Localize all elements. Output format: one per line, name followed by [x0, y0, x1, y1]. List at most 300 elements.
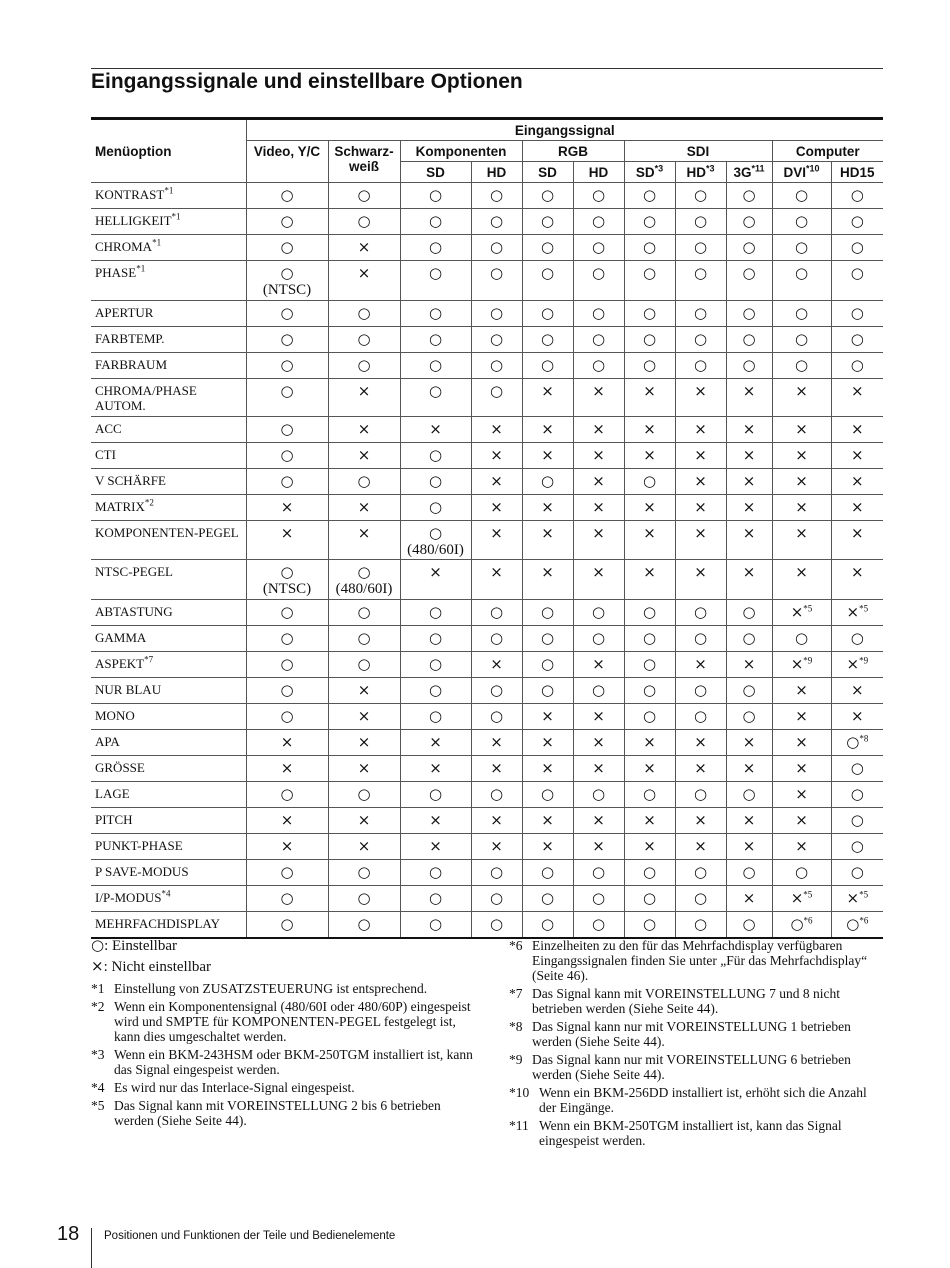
not-adjustable-cross-icon: × — [357, 681, 371, 699]
adjustable-circle-icon: ○ — [742, 304, 756, 322]
not-adjustable-cross-icon: × — [357, 811, 371, 829]
option-cell — [726, 235, 772, 261]
menu-option-label: PHASE$^{*1}$ — [91, 261, 246, 301]
option-cell — [831, 678, 883, 704]
option-cell — [246, 353, 328, 379]
adjustable-circle-icon: ○ — [794, 264, 809, 282]
option-cell — [400, 678, 471, 704]
adjustable-circle-icon: ○ — [540, 785, 555, 803]
option-cell — [726, 379, 772, 417]
option-cell — [573, 327, 624, 353]
not-adjustable-cross-icon: × — [694, 733, 707, 751]
adjustable-circle-icon: ○ — [540, 629, 555, 647]
option-cell — [246, 560, 328, 600]
not-adjustable-cross-icon: × — [795, 563, 808, 581]
adjustable-circle-icon: ○ — [280, 212, 294, 230]
not-adjustable-cross-icon: × — [795, 759, 808, 777]
option-cell — [246, 886, 328, 912]
not-adjustable-cross-icon: × — [490, 472, 503, 490]
adjustable-circle-icon: ○ — [428, 655, 443, 673]
option-cell — [573, 600, 624, 626]
legend-item: ×: Nicht einstellbar — [91, 957, 212, 975]
not-adjustable-cross-icon: × — [790, 603, 804, 621]
sub-header-cell: SD$^{*3}$ — [624, 162, 675, 183]
option-cell — [328, 209, 400, 235]
footnote: *2 Wenn ein Komponentensignal (480/60I oder 480/60P) eingespeist wird und SMPTE für KOMPONENTEN-PEGEL festgelegt ist, kann dies umgeschaltet werden. — [91, 999, 471, 1044]
option-cell — [726, 834, 772, 860]
option-cell — [831, 327, 883, 353]
option-cell — [831, 235, 883, 261]
adjustable-circle-icon: ○ — [280, 238, 294, 256]
menu-option-label: MEHRFACHDISPLAY — [91, 912, 246, 938]
footnote: *10 Wenn ein BKM-256DD installiert ist, erhöht sich die Anzahl der Eingänge. — [509, 1085, 867, 1115]
not-adjustable-cross-icon: × — [592, 759, 605, 777]
not-adjustable-cross-icon: × — [742, 811, 756, 829]
option-cell — [471, 704, 522, 730]
table-row — [91, 756, 883, 782]
adjustable-circle-icon: ○ — [357, 472, 371, 490]
option-cell — [624, 353, 675, 379]
adjustable-circle-icon: ○ — [357, 330, 371, 348]
not-adjustable-cross-icon: × — [742, 837, 756, 855]
menu-option-label: CHROMA/PHASE AUTOM. — [91, 379, 246, 417]
not-adjustable-cross-icon: × — [541, 446, 554, 464]
sub-header-cell: DVI$^{*10}$ — [772, 162, 831, 183]
adjustable-circle-icon: ○ — [489, 304, 504, 322]
option-cell — [328, 417, 400, 443]
adjustable-circle-icon: ○ — [642, 655, 657, 673]
adjustable-circle-icon: ○ — [642, 681, 657, 699]
option-cell — [624, 912, 675, 938]
adjustable-circle-icon: ○ — [428, 186, 443, 204]
option-cell — [400, 301, 471, 327]
adjustable-circle-icon: ○ — [489, 681, 504, 699]
adjustable-circle-icon: ○ — [489, 382, 504, 400]
adjustable-circle-icon: ○ — [794, 304, 809, 322]
adjustable-circle-icon: ○ — [280, 603, 294, 621]
table-row — [91, 678, 883, 704]
adjustable-circle-icon: ○ — [693, 707, 708, 725]
option-cell — [675, 209, 726, 235]
option-cell — [726, 782, 772, 808]
option-cell — [328, 782, 400, 808]
option-cell — [471, 495, 522, 521]
option-cell — [522, 301, 573, 327]
not-adjustable-cross-icon: × — [643, 563, 656, 581]
option-cell — [624, 560, 675, 600]
adjustable-circle-icon: ○ — [850, 356, 864, 374]
option-cell — [328, 808, 400, 834]
adjustable-circle-icon: ○ — [428, 446, 443, 464]
adjustable-circle-icon: ○ — [742, 186, 756, 204]
adjustable-circle-icon: ○ — [742, 863, 756, 881]
option-cell — [726, 730, 772, 756]
col-header-rgb: RGB — [522, 141, 624, 162]
option-cell — [624, 379, 675, 417]
option-cell — [624, 808, 675, 834]
table-row — [91, 860, 883, 886]
option-cell — [624, 678, 675, 704]
adjustable-circle-icon: ○ — [742, 915, 756, 933]
not-adjustable-cross-icon: × — [851, 524, 864, 542]
adjustable-circle-icon: ○ — [742, 264, 756, 282]
option-cell — [471, 469, 522, 495]
option-cell — [726, 600, 772, 626]
adjustable-circle-icon: ○ — [642, 785, 657, 803]
option-cell — [400, 912, 471, 938]
cell-condition: (NTSC) — [262, 282, 312, 298]
adjustable-circle-icon: ○ — [642, 707, 657, 725]
option-cell — [400, 652, 471, 678]
legend — [91, 937, 473, 977]
not-adjustable-cross-icon: × — [592, 707, 605, 725]
option-cell — [726, 301, 772, 327]
adjustable-circle-icon: ○ — [489, 603, 504, 621]
menu-option-label: CHROMA$^{*1}$ — [91, 235, 246, 261]
not-adjustable-cross-icon: × — [541, 420, 554, 438]
option-cell — [522, 495, 573, 521]
option-cell — [573, 521, 624, 560]
option-cell — [772, 353, 831, 379]
sub-header-cell: HD — [573, 162, 624, 183]
not-adjustable-cross-icon: × — [541, 733, 554, 751]
option-cell: ○$^{*6}$ — [831, 912, 883, 938]
option-cell — [772, 782, 831, 808]
option-cell — [573, 886, 624, 912]
not-adjustable-cross-icon: × — [846, 655, 860, 673]
adjustable-circle-icon: ○ — [642, 238, 657, 256]
adjustable-circle-icon: ○ — [794, 356, 809, 374]
option-cell — [522, 730, 573, 756]
table-row — [91, 808, 883, 834]
option-cell — [246, 912, 328, 938]
not-adjustable-cross-icon: × — [795, 811, 808, 829]
not-adjustable-cross-icon: × — [742, 472, 756, 490]
option-cell — [573, 183, 624, 209]
adjustable-circle-icon: ○ — [850, 863, 864, 881]
option-cell — [831, 443, 883, 469]
not-adjustable-cross-icon: × — [592, 655, 605, 673]
adjustable-circle-icon: ○ — [280, 186, 294, 204]
not-adjustable-cross-icon: × — [694, 655, 707, 673]
not-adjustable-cross-icon: × — [795, 382, 808, 400]
not-adjustable-cross-icon: × — [280, 524, 294, 542]
not-adjustable-cross-icon: × — [490, 655, 503, 673]
option-cell — [522, 626, 573, 652]
adjustable-circle-icon: ○ — [850, 304, 864, 322]
option-cell — [400, 756, 471, 782]
input-signal-header: Eingangssignal — [246, 119, 883, 141]
option-cell — [675, 301, 726, 327]
option-cell — [471, 443, 522, 469]
not-adjustable-cross-icon: × — [429, 837, 442, 855]
page-number: 18 — [57, 1223, 80, 1245]
option-cell — [573, 469, 624, 495]
not-adjustable-cross-icon: × — [851, 382, 864, 400]
not-adjustable-cross-icon: × — [846, 889, 860, 907]
option-cell — [400, 183, 471, 209]
not-adjustable-cross-icon: × — [851, 498, 864, 516]
option-cell — [726, 209, 772, 235]
notes-left — [91, 937, 473, 1131]
adjustable-circle-icon: ○ — [489, 330, 504, 348]
option-cell — [328, 235, 400, 261]
not-adjustable-cross-icon: × — [541, 837, 554, 855]
option-cell — [675, 756, 726, 782]
option-cell — [522, 756, 573, 782]
adjustable-circle-icon: ○ — [489, 264, 504, 282]
sub-header-cell: HD$^{*3}$ — [675, 162, 726, 183]
adjustable-circle-icon: ○ — [742, 785, 756, 803]
option-cell — [624, 782, 675, 808]
adjustable-circle-icon: ○ — [850, 837, 864, 855]
option-cell — [831, 704, 883, 730]
option-cell — [246, 678, 328, 704]
footer-rule — [91, 1228, 92, 1268]
option-cell — [624, 301, 675, 327]
not-adjustable-cross-icon: × — [541, 707, 554, 725]
menu-option-label: APA — [91, 730, 246, 756]
not-adjustable-cross-icon: × — [490, 837, 503, 855]
adjustable-circle-icon: ○ — [693, 330, 708, 348]
not-adjustable-cross-icon: × — [357, 420, 371, 438]
adjustable-circle-icon: ○ — [693, 681, 708, 699]
option-cell — [831, 782, 883, 808]
option-cell — [675, 183, 726, 209]
option-cell — [573, 834, 624, 860]
adjustable-circle-icon: ○ — [642, 915, 657, 933]
adjustable-circle-icon: ○ — [790, 915, 804, 933]
option-cell — [772, 301, 831, 327]
option-cell — [522, 652, 573, 678]
option-cell — [726, 860, 772, 886]
option-cell — [328, 301, 400, 327]
option-cell — [726, 353, 772, 379]
option-cell — [400, 209, 471, 235]
adjustable-circle-icon: ○ — [428, 889, 443, 907]
not-adjustable-cross-icon: × — [592, 837, 605, 855]
option-cell — [726, 626, 772, 652]
menu-option-label: GRÖSSE — [91, 756, 246, 782]
adjustable-circle-icon: ○ — [357, 629, 371, 647]
option-cell — [522, 678, 573, 704]
notes-right — [509, 938, 883, 1151]
menu-option-label: NUR BLAU — [91, 678, 246, 704]
not-adjustable-cross-icon: × — [429, 420, 442, 438]
adjustable-circle-icon: ○ — [850, 629, 864, 647]
adjustable-circle-icon: ○ — [428, 212, 443, 230]
option-cell — [246, 417, 328, 443]
adjustable-circle-icon: ○ — [591, 186, 606, 204]
option-cell — [471, 417, 522, 443]
option-cell — [400, 521, 471, 560]
adjustable-circle-icon: ○ — [357, 563, 371, 581]
option-cell — [328, 912, 400, 938]
option-cell — [328, 379, 400, 417]
adjustable-circle-icon: ○ — [642, 186, 657, 204]
menu-option-label: APERTUR — [91, 301, 246, 327]
adjustable-circle-icon: ○ — [357, 186, 371, 204]
not-adjustable-cross-icon: × — [280, 811, 294, 829]
option-cell — [573, 704, 624, 730]
option-cell — [400, 886, 471, 912]
menu-option-label: V SCHÄRFE — [91, 469, 246, 495]
menu-option-label: NTSC-PEGEL — [91, 560, 246, 600]
option-cell — [400, 379, 471, 417]
not-adjustable-cross-icon: × — [357, 382, 371, 400]
not-adjustable-cross-icon: × — [643, 759, 656, 777]
option-cell — [831, 209, 883, 235]
option-cell — [726, 327, 772, 353]
not-adjustable-cross-icon: × — [490, 811, 503, 829]
footnote: *8 Das Signal kann nur mit VOREINSTELLUNG 1 betrieben werden (Siehe Seite 44). — [509, 1019, 851, 1049]
option-cell — [831, 353, 883, 379]
table-row — [91, 301, 883, 327]
option-cell — [675, 495, 726, 521]
option-cell — [675, 678, 726, 704]
option-cell — [726, 678, 772, 704]
adjustable-circle-icon: ○ — [540, 863, 555, 881]
adjustable-circle-icon: ○ — [280, 863, 294, 881]
option-cell — [772, 417, 831, 443]
adjustable-circle-icon: ○ — [489, 915, 504, 933]
not-adjustable-cross-icon: × — [541, 759, 554, 777]
option-cell — [624, 183, 675, 209]
option-cell — [328, 261, 400, 301]
adjustable-circle-icon: ○ — [693, 889, 708, 907]
option-cell: ○$^{*6}$ — [772, 912, 831, 938]
sub-header-cell: SD — [400, 162, 471, 183]
adjustable-circle-icon: ○ — [357, 212, 371, 230]
not-adjustable-cross-icon: × — [490, 498, 503, 516]
option-cell — [831, 469, 883, 495]
option-cell — [573, 560, 624, 600]
adjustable-circle-icon: ○ — [693, 238, 708, 256]
menu-option-label: I/P-MODUS$^{*4}$ — [91, 886, 246, 912]
menu-option-label: MATRIX$^{*2}$ — [91, 495, 246, 521]
not-adjustable-cross-icon: × — [742, 446, 756, 464]
adjustable-circle-icon: ○ — [428, 785, 443, 803]
adjustable-circle-icon: ○ — [428, 629, 443, 647]
table-row — [91, 626, 883, 652]
not-adjustable-cross-icon: × — [357, 707, 371, 725]
option-cell — [471, 261, 522, 301]
option-cell — [675, 469, 726, 495]
adjustable-circle-icon: ○ — [280, 889, 294, 907]
option-cell — [522, 379, 573, 417]
not-adjustable-cross-icon: × — [490, 446, 503, 464]
not-adjustable-cross-icon: × — [643, 524, 656, 542]
table-row — [91, 183, 883, 209]
not-adjustable-cross-icon: × — [592, 524, 605, 542]
option-cell — [246, 521, 328, 560]
option-cell — [328, 183, 400, 209]
option-cell — [573, 379, 624, 417]
option-cell — [522, 886, 573, 912]
option-cell — [246, 301, 328, 327]
table-row — [91, 443, 883, 469]
menu-option-label: ABTASTUNG — [91, 600, 246, 626]
adjustable-circle-icon: ○ — [642, 603, 657, 621]
option-cell — [772, 235, 831, 261]
option-cell — [328, 834, 400, 860]
option-cell — [831, 379, 883, 417]
option-cell — [772, 560, 831, 600]
adjustable-circle-icon: ○ — [742, 629, 756, 647]
adjustable-circle-icon: ○ — [489, 238, 504, 256]
adjustable-circle-icon: ○ — [540, 655, 555, 673]
not-adjustable-cross-icon: × — [592, 811, 605, 829]
menu-option-label: KOMPONENTEN-PEGEL — [91, 521, 246, 560]
adjustable-circle-icon: ○ — [693, 785, 708, 803]
options-table — [91, 117, 883, 939]
menu-option-label: PITCH — [91, 808, 246, 834]
adjustable-circle-icon: ○ — [357, 603, 371, 621]
option-cell — [471, 235, 522, 261]
option-cell — [831, 626, 883, 652]
option-cell — [675, 235, 726, 261]
option-cell — [624, 652, 675, 678]
adjustable-circle-icon: ○ — [693, 212, 708, 230]
menu-option-header: Menüoption — [91, 119, 246, 183]
adjustable-circle-icon: ○ — [280, 420, 294, 438]
adjustable-circle-icon: ○ — [794, 629, 809, 647]
adjustable-circle-icon: ○ — [428, 238, 443, 256]
option-cell — [772, 443, 831, 469]
option-cell — [400, 417, 471, 443]
adjustable-circle-icon: ○ — [591, 915, 606, 933]
option-cell — [400, 495, 471, 521]
not-adjustable-cross-icon: × — [91, 957, 104, 975]
not-adjustable-cross-icon: × — [694, 420, 707, 438]
table-row — [91, 600, 883, 626]
not-adjustable-cross-icon: × — [490, 759, 503, 777]
col-header-schwarzweiss: Schwarz-weiß — [328, 141, 400, 183]
adjustable-circle-icon: ○ — [428, 603, 443, 621]
option-cell — [772, 808, 831, 834]
not-adjustable-cross-icon: × — [643, 837, 656, 855]
option-cell — [772, 183, 831, 209]
adjustable-circle-icon: ○ — [428, 472, 443, 490]
adjustable-circle-icon: ○ — [280, 330, 294, 348]
adjustable-circle-icon: ○ — [693, 264, 708, 282]
option-cell — [400, 834, 471, 860]
menu-option-label: KONTRAST$^{*1}$ — [91, 183, 246, 209]
option-cell — [400, 626, 471, 652]
option-cell — [328, 730, 400, 756]
option-cell — [624, 235, 675, 261]
adjustable-circle-icon: ○ — [642, 304, 657, 322]
adjustable-circle-icon: ○ — [591, 603, 606, 621]
option-cell — [675, 782, 726, 808]
menu-option-label: CTI — [91, 443, 246, 469]
option-cell: ×$^{*5}$ — [831, 600, 883, 626]
table-row — [91, 379, 883, 417]
option-cell — [522, 183, 573, 209]
not-adjustable-cross-icon: × — [643, 382, 656, 400]
not-adjustable-cross-icon: × — [795, 498, 808, 516]
option-cell — [471, 652, 522, 678]
option-cell: ○$^{*8}$ — [831, 730, 883, 756]
option-cell — [471, 834, 522, 860]
option-cell — [772, 756, 831, 782]
adjustable-circle-icon: ○ — [280, 915, 294, 933]
adjustable-circle-icon: ○ — [850, 330, 864, 348]
option-cell — [522, 782, 573, 808]
adjustable-circle-icon: ○ — [794, 186, 809, 204]
option-cell — [471, 808, 522, 834]
option-cell — [675, 860, 726, 886]
